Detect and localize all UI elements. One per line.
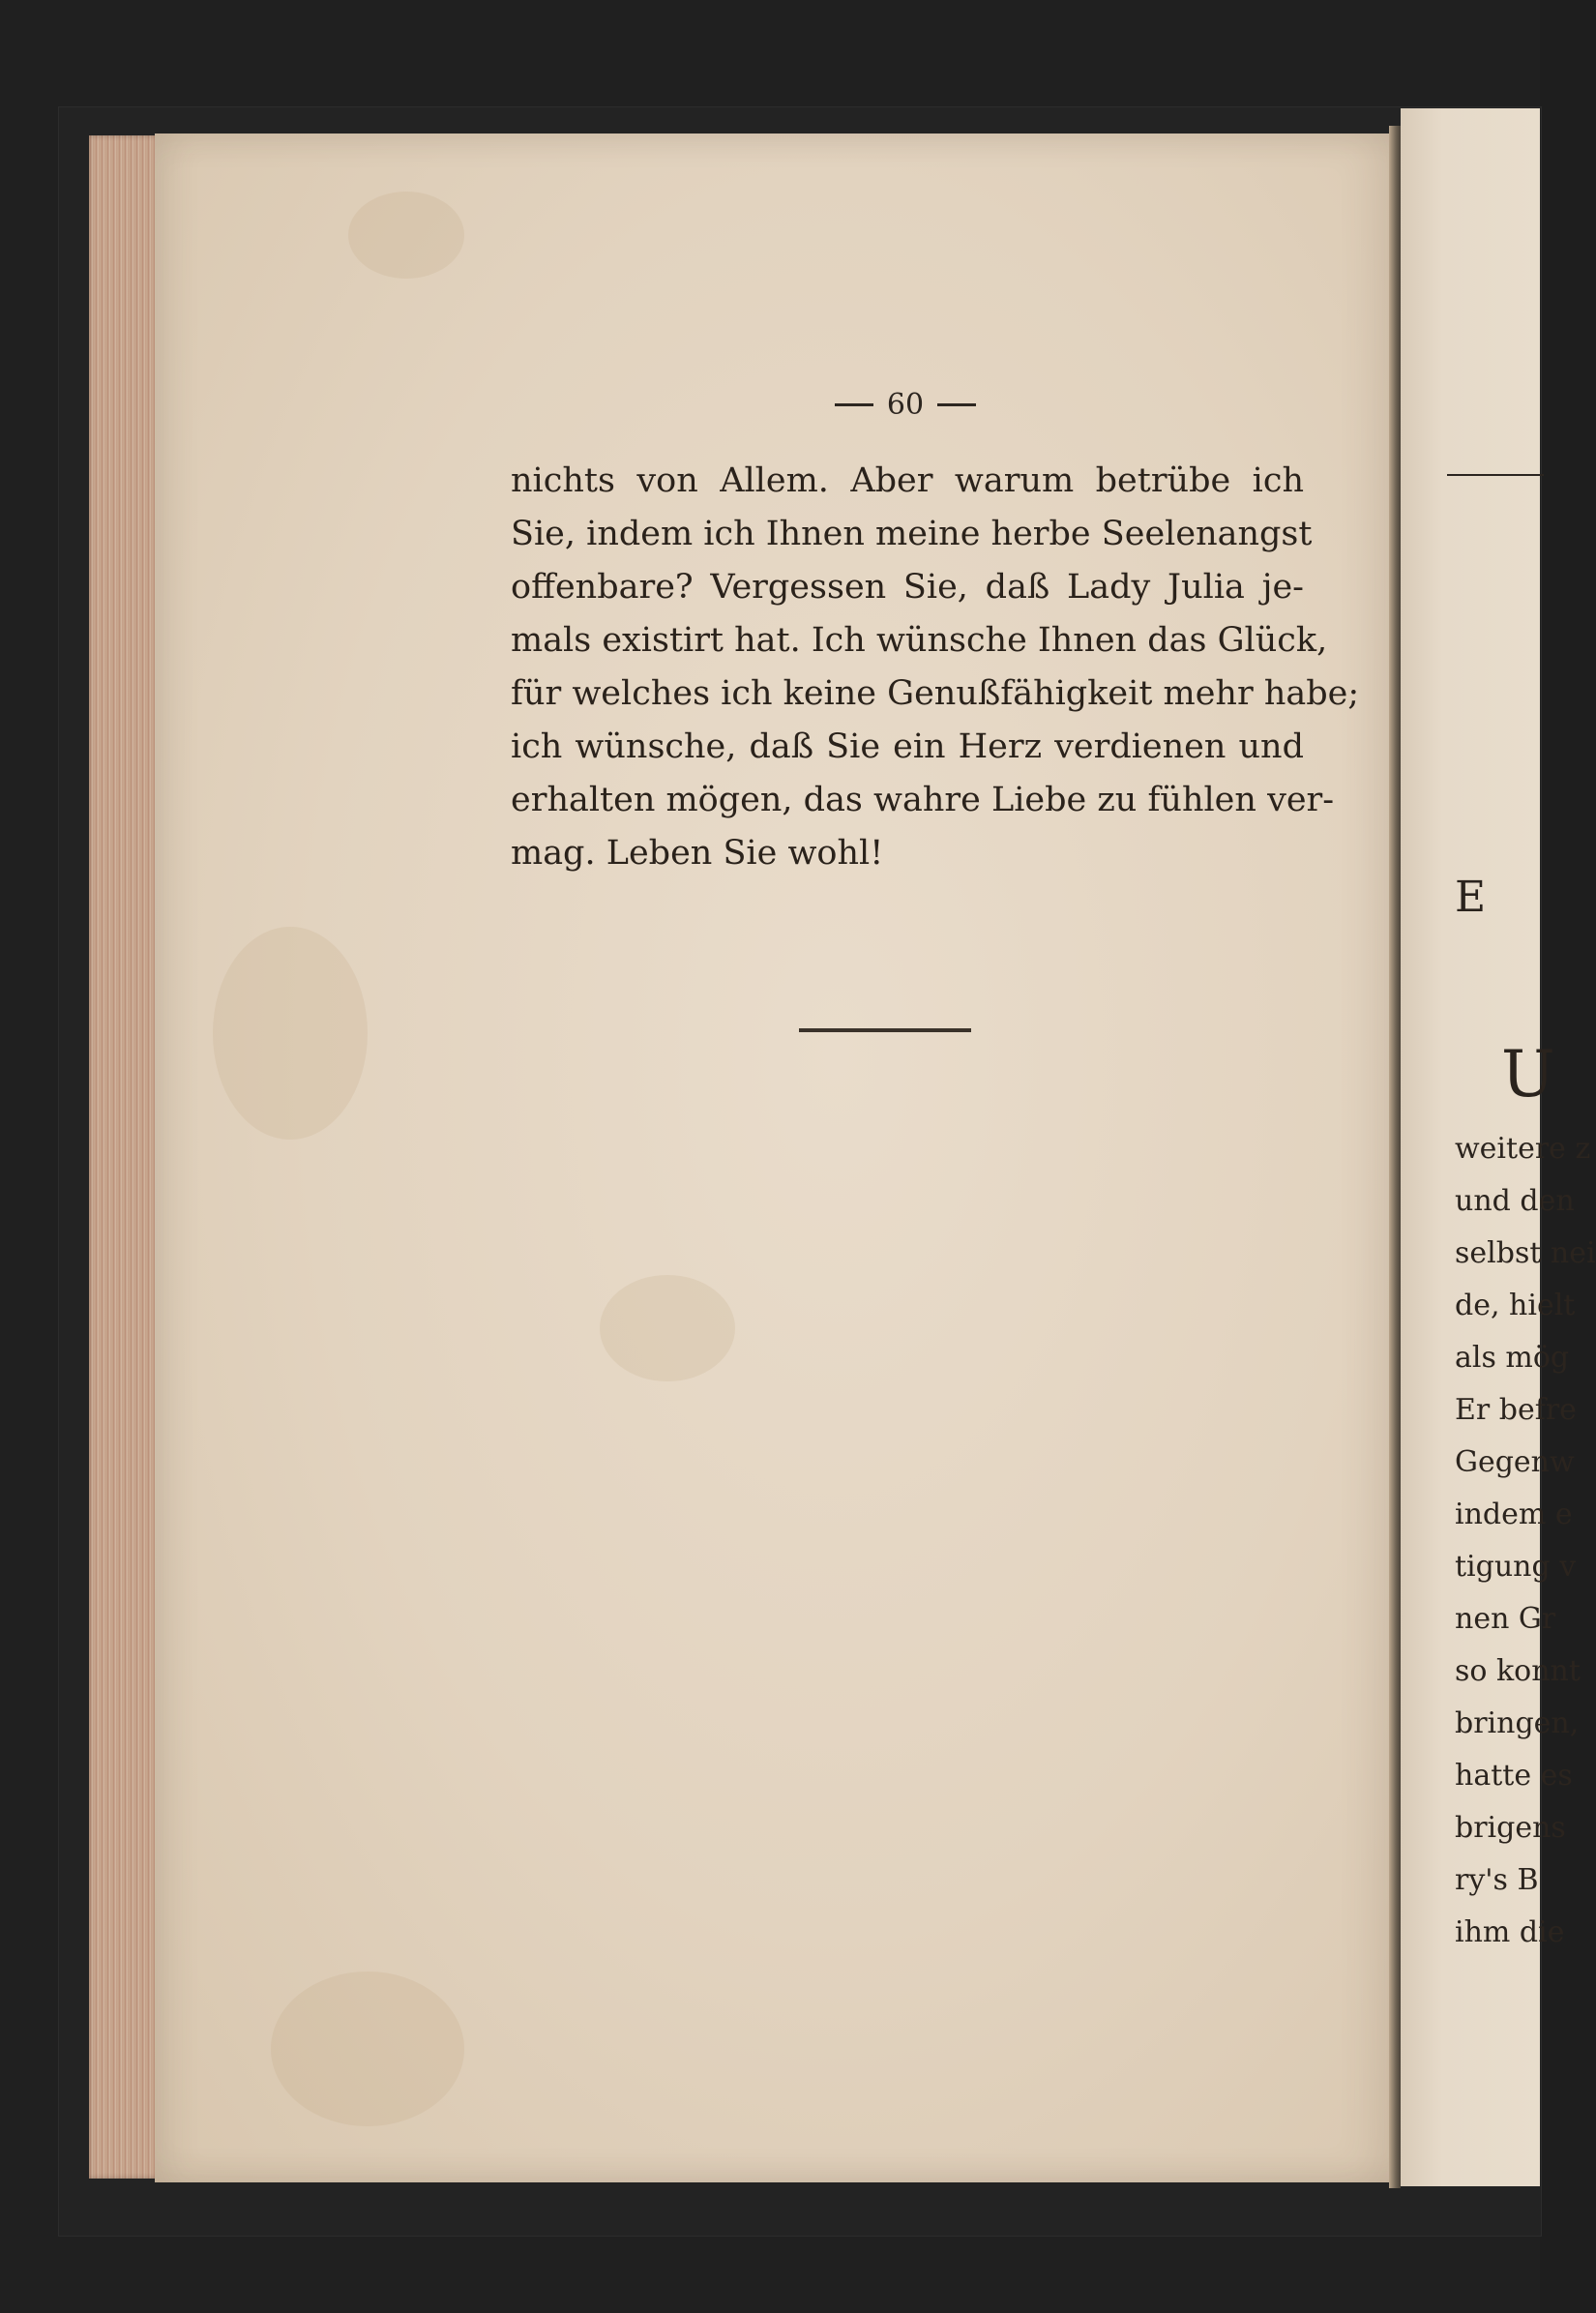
right-text-line: hatte es xyxy=(1455,1759,1573,1793)
text-line: nichts von Allem. Aber warum betrübe ich xyxy=(511,461,1304,500)
right-text-line: indem e xyxy=(1455,1498,1573,1531)
right-text-line: selbst nei xyxy=(1455,1236,1596,1270)
header-dash-right xyxy=(937,403,976,406)
text-line: ich wünsche, daß Sie ein Herz verdienen und xyxy=(511,727,1304,766)
right-text-line: bringen, xyxy=(1455,1706,1580,1740)
text-line: erhalten mögen, das wahre Liebe zu fühlen ver- xyxy=(511,781,1335,819)
book-gutter xyxy=(1389,126,1401,2188)
right-text-line: de, hielt xyxy=(1455,1289,1576,1322)
right-page xyxy=(1401,108,1596,2186)
foxing-stain xyxy=(600,1275,735,1381)
foxing-stain xyxy=(213,927,368,1140)
right-text-line: weitere z xyxy=(1455,1132,1591,1166)
page-number: 60 xyxy=(886,387,925,422)
right-text-line: Er befre xyxy=(1455,1393,1577,1427)
right-text-line: ihm die xyxy=(1455,1915,1565,1949)
end-rule xyxy=(799,1028,971,1032)
right-page-initial: E xyxy=(1455,873,1487,922)
header-dash-left xyxy=(835,403,873,406)
letter-text xyxy=(511,455,1360,880)
right-text-line: Gegenw xyxy=(1455,1445,1575,1479)
text-line: mals existirt hat. Ich wünsche Ihnen das Glück, xyxy=(511,621,1328,660)
text-line: Sie, indem ich Ihnen meine herbe Seelenangst xyxy=(511,515,1313,553)
text-line: mag. Leben Sie wohl! xyxy=(511,834,884,873)
right-page-rule xyxy=(1447,474,1544,476)
right-text-line: als mög xyxy=(1455,1341,1570,1375)
text-line: für welches ich keine Genußfähigkeit mehr habe; xyxy=(511,674,1360,713)
right-page-drop-cap: U xyxy=(1501,1037,1555,1112)
text-line: offenbare? Vergessen Sie, daß Lady Julia je- xyxy=(511,568,1304,607)
right-text-line: so konnt xyxy=(1455,1654,1581,1688)
right-text-line: tigung v xyxy=(1455,1550,1577,1584)
right-text-line: und den xyxy=(1455,1184,1575,1218)
right-text-line: ry's B xyxy=(1455,1863,1539,1897)
left-page xyxy=(155,133,1395,2182)
page-edges xyxy=(89,135,161,2179)
right-text-line: nen Gr xyxy=(1455,1602,1556,1636)
foxing-stain xyxy=(348,192,464,279)
foxing-stain xyxy=(271,1972,464,2126)
page-header xyxy=(799,385,1012,424)
right-text-line: brigens xyxy=(1455,1811,1566,1845)
